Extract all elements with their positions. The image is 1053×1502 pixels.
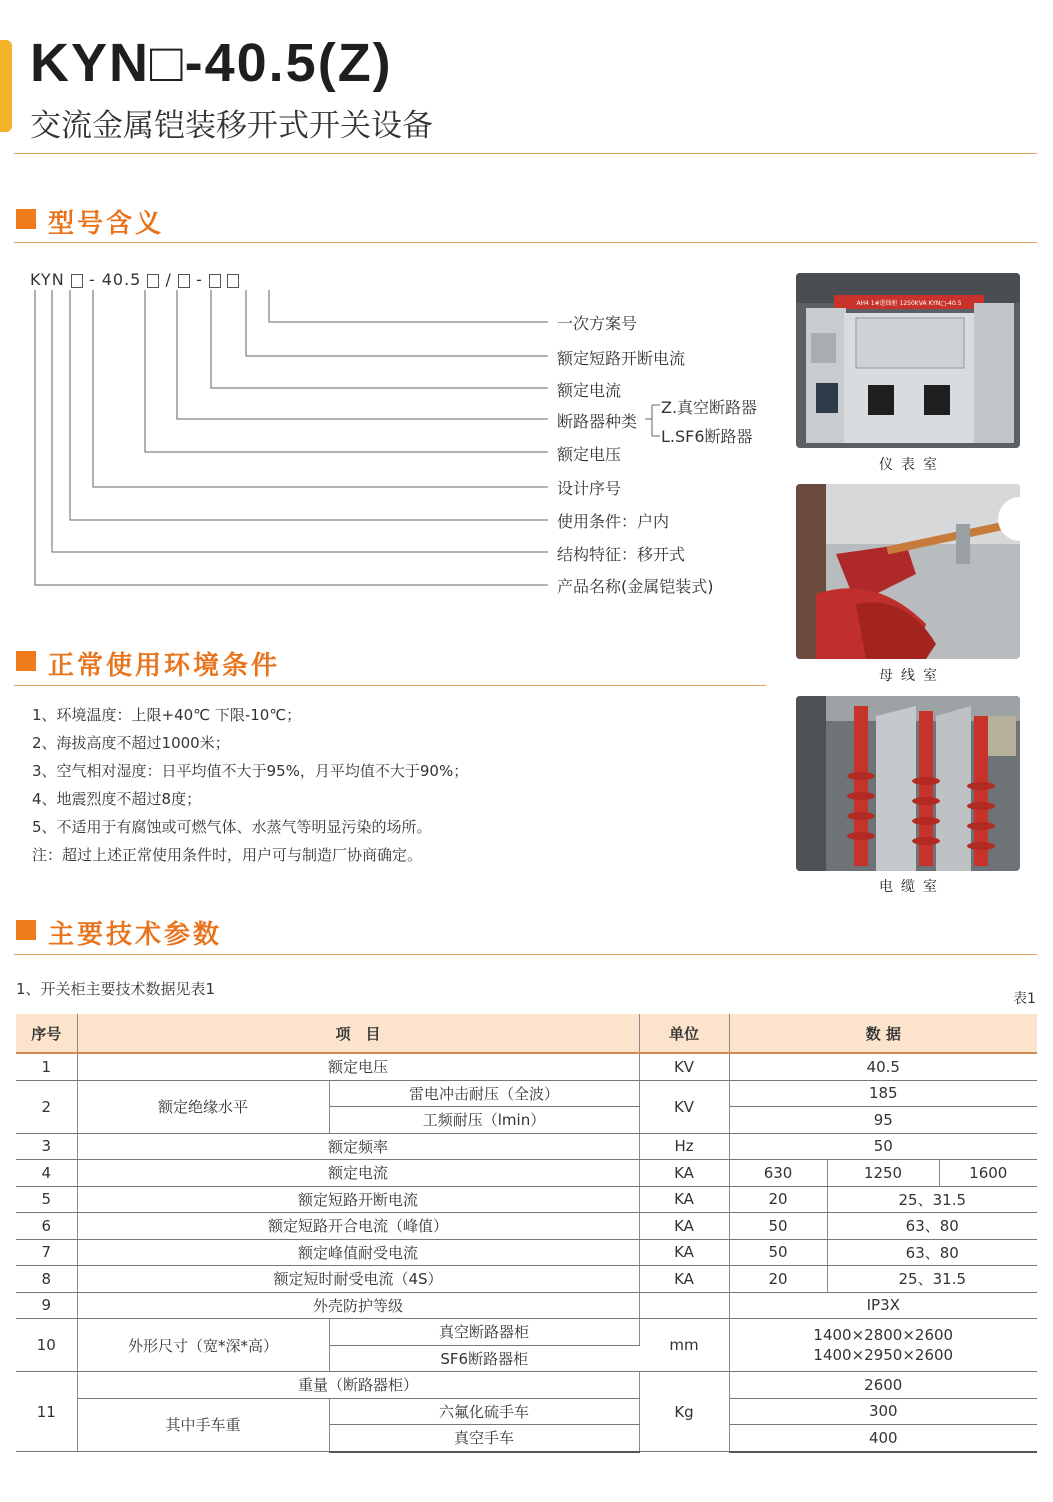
page-title: KYN□-40.5(Z) <box>30 33 393 93</box>
caption-instrument-room: 仪表室 <box>879 457 945 473</box>
label-design-no: 设计序号 <box>557 479 622 498</box>
table-row: 10 外形尺寸（宽*深*高） 真空断路器柜 mm 1400×2800×2600 1400×2950×2600 <box>16 1319 1037 1346</box>
table-row: 11 重量（断路器柜） Kg 2600 <box>16 1372 1037 1399</box>
section-parameters: 主要技术参数 <box>16 914 222 951</box>
label-breaker-type: 断路器种类 <box>557 412 638 431</box>
table-row: 2 额定绝缘水平 雷电冲击耐压（全波） KV 185 <box>16 1080 1037 1107</box>
th-unit: 单位 <box>639 1014 729 1053</box>
th-no: 序号 <box>16 1014 77 1053</box>
label-structure: 结构特征：移开式 <box>557 545 686 564</box>
condition-item: 1、环境温度：上限+40℃ 下限-10℃； <box>32 706 302 724</box>
table-row: SF6断路器柜 <box>16 1345 1037 1372</box>
photo-instrument-room <box>796 273 1020 448</box>
condition-note: 注：超过上述正常使用条件时，用户可与制造厂协商确定。 <box>32 846 423 864</box>
spec-table <box>16 1014 1037 1453</box>
label-usage: 使用条件：户内 <box>557 512 670 531</box>
table-header-row <box>16 1014 1037 1053</box>
condition-item: 2、海拔高度不超过1000米； <box>32 734 230 752</box>
label-breaker-vacuum: Z.真空断路器 <box>661 398 758 417</box>
th-item: 项 目 <box>77 1014 639 1053</box>
table-row: 3 额定频率 Hz 50 <box>16 1133 1037 1160</box>
panel-nameplate-text: AH4 1#进线柜 1250KVA KYN□-40.5 <box>856 300 962 307</box>
label-breaker-sf6: L.SF6断路器 <box>661 427 753 446</box>
photo-busbar-room <box>796 484 1020 659</box>
table-row: 5 额定短路开断电流 KA 20 25、31.5 <box>16 1186 1037 1213</box>
table-intro: 1、开关柜主要技术数据见表1 <box>16 980 216 998</box>
table-row: 7 额定峰值耐受电流 KA 50 63、80 <box>16 1239 1037 1266</box>
condition-item: 3、空气相对湿度：日平均值不大于95%，月平均值不大于90%； <box>32 762 469 780</box>
table-row: 工频耐压（lmin） 95 <box>16 1107 1037 1134</box>
table-row: 真空手车 400 <box>16 1425 1037 1452</box>
caption-cable-room: 电缆室 <box>879 879 945 895</box>
section-square-icon <box>16 920 36 940</box>
caption-busbar-room: 母线室 <box>879 668 945 684</box>
page-subtitle: 交流金属铠装移开式开关设备 <box>30 108 433 144</box>
table-row: 6 额定短路开合电流（峰值） KA 50 63、80 <box>16 1213 1037 1240</box>
section-divider <box>14 685 766 686</box>
table-row: 4 额定电流 KA 630 1250 1600 <box>16 1160 1037 1187</box>
label-rated-current: 额定电流 <box>557 381 622 400</box>
photo-cable-room <box>796 696 1020 871</box>
model-code: KYN - 40.5 / - <box>30 270 239 289</box>
label-product-name: 产品名称(金属铠装式) <box>557 577 714 596</box>
section-model-meaning: 型号含义 <box>16 203 164 240</box>
table-row: 其中手车重 六氟化硫手车 300 <box>16 1398 1037 1425</box>
condition-item: 4、地震烈度不超过8度； <box>32 790 202 808</box>
dimension-cell: 1400×2800×2600 1400×2950×2600 <box>729 1319 1037 1372</box>
model-code-diagram <box>0 0 790 600</box>
section-square-icon <box>16 651 36 671</box>
table-tag: 表1 <box>1013 991 1036 1007</box>
section-environment: 正常使用环境条件 <box>16 645 280 682</box>
table-row: 1 额定电压 KV 40.5 <box>16 1053 1037 1080</box>
label-scheme-no: 一次方案号 <box>557 314 638 333</box>
table-row: 9 外壳防护等级 IP3X <box>16 1292 1037 1319</box>
label-rated-voltage: 额定电压 <box>557 445 622 464</box>
label-short-circuit-current: 额定短路开断电流 <box>557 349 686 368</box>
section-divider <box>14 954 1037 955</box>
condition-item: 5、不适用于有腐蚀或可燃气体、水蒸气等明显污染的场所。 <box>32 818 432 836</box>
th-data: 数 据 <box>729 1014 1037 1053</box>
table-row: 8 额定短时耐受电流（4S） KA 20 25、31.5 <box>16 1266 1037 1293</box>
